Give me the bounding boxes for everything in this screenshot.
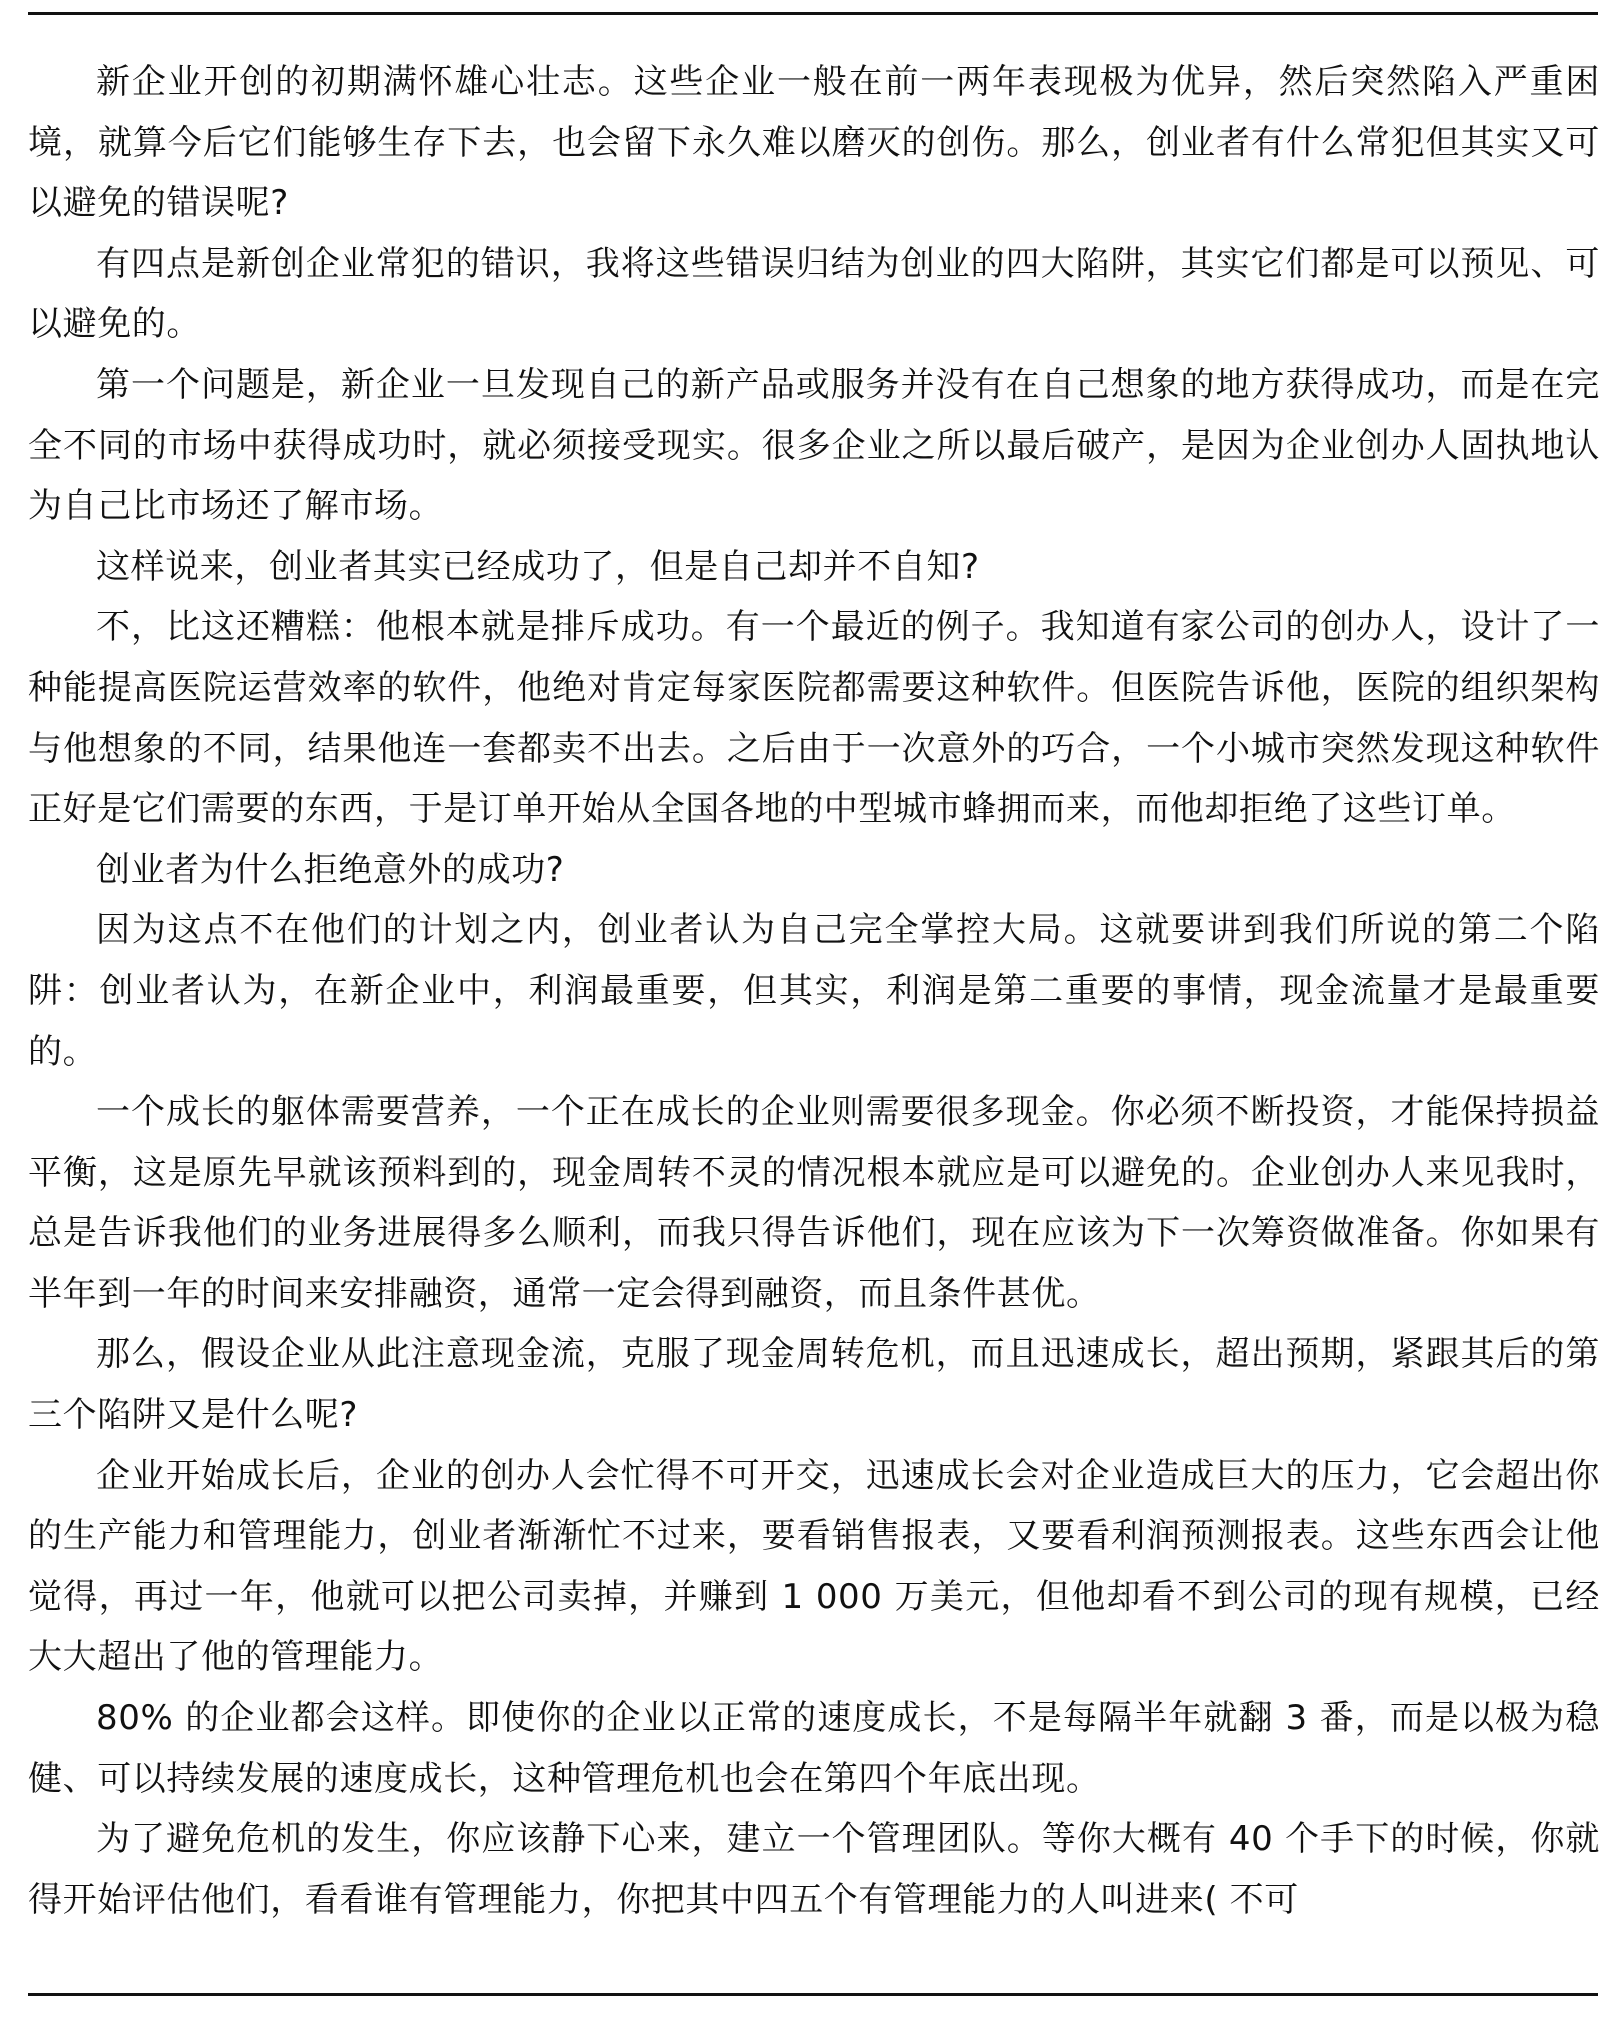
paragraph-7: 因为这点不在他们的计划之内，创业者认为自己完全掌控大局。这就要讲到我们所说的第二个陷阱：创业者认为，在新企业中，利润最重要，但其实，利润是第二重要的事情，现金流量才是最重要的。 <box>28 910 1600 1072</box>
paragraph-5: 不，比这还糟糕：他根本就是排斥成功。有一个最近的例子。我知道有家公司的创办人，设计了一种能提高医院运营效率的软件，他绝对肯定每家医院都需要这种软件。但医院告诉他，医院的组织架构与他想象的不同，结果他连一套都卖不出去。之后由于一次意外的巧合，一个小城市突然发现这种软件正好是它们需要的东西，于是订单开始从全国各地的中型城市蜂拥而来，而他却拒绝了这些订单。 <box>28 607 1600 830</box>
paragraph-11: 80% 的企业都会这样。即使你的企业以正常的速度成长，不是每隔半年就翻 3 番，而是以极为稳健、可以持续发展的速度成长，这种管理危机也会在第四个年底出现。 <box>28 1698 1600 1799</box>
paragraph-9: 那么，假设企业从此注意现金流，克服了现金周转危机，而且迅速成长，超出预期，紧跟其后的第三个陷阱又是什么呢? <box>28 1334 1600 1436</box>
paragraph-6: 创业者为什么拒绝意外的成功? <box>96 849 565 890</box>
paragraph-3: 第一个问题是，新企业一旦发现自己的新产品或服务并没有在自己想象的地方获得成功，而是在完全不同的市场中获得成功时，就必须接受现实。很多企业之所以最后破产，是因为企业创办人固执地认为自己比市场还了解市场。 <box>28 364 1600 527</box>
paragraph-2: 有四点是新创企业常犯的错识，我将这些错误归结为创业的四大陷阱，其实它们都是可以预见、可以避免的。 <box>28 243 1600 345</box>
body-text <box>28 52 1600 1930</box>
top-rule <box>28 12 1598 15</box>
paragraph-4: 这样说来，创业者其实已经成功了，但是自己却并不自知? <box>96 546 980 587</box>
paragraph-8: 一个成长的躯体需要营养，一个正在成长的企业则需要很多现金。你必须不断投资，才能保持损益平衡，这是原先早就该预料到的，现金周转不灵的情况根本就应是可以避免的。企业创办人来见我时，总是告诉我他们的业务进展得多么顺利，而我只得告诉他们，现在应该为下一次筹资做准备。你如果有半年到一年的时间来安排融资，通常一定会得到融资，而且条件甚优。 <box>28 1092 1600 1314</box>
paragraph-12: 为了避免危机的发生，你应该静下心来，建立一个管理团队。等你大概有 40 个手下的时候，你就得开始评估他们，看看谁有管理能力，你把其中四五个有管理能力的人叫进来( 不可 <box>28 1819 1600 1920</box>
bottom-rule <box>28 1993 1598 1996</box>
paragraph-1: 新企业开创的初期满怀雄心壮志。这些企业一般在前一两年表现极为优异，然后突然陷入严重困境，就算今后它们能够生存下去，也会留下永久难以磨灭的创伤。那么，创业者有什么常犯但其实又可以避免的错误呢? <box>28 62 1600 224</box>
paragraph-10: 企业开始成长后，企业的创办人会忙得不可开交，迅速成长会对企业造成巨大的压力，它会超出你的生产能力和管理能力，创业者渐渐忙不过来，要看销售报表，又要看利润预测报表。这些东西会让他觉得，再过一年，他就可以把公司卖掉，并赚到 1 000 万美元，但他却看不到公司的现有规模，已经大大超出了他的管理能力。 <box>28 1455 1600 1678</box>
